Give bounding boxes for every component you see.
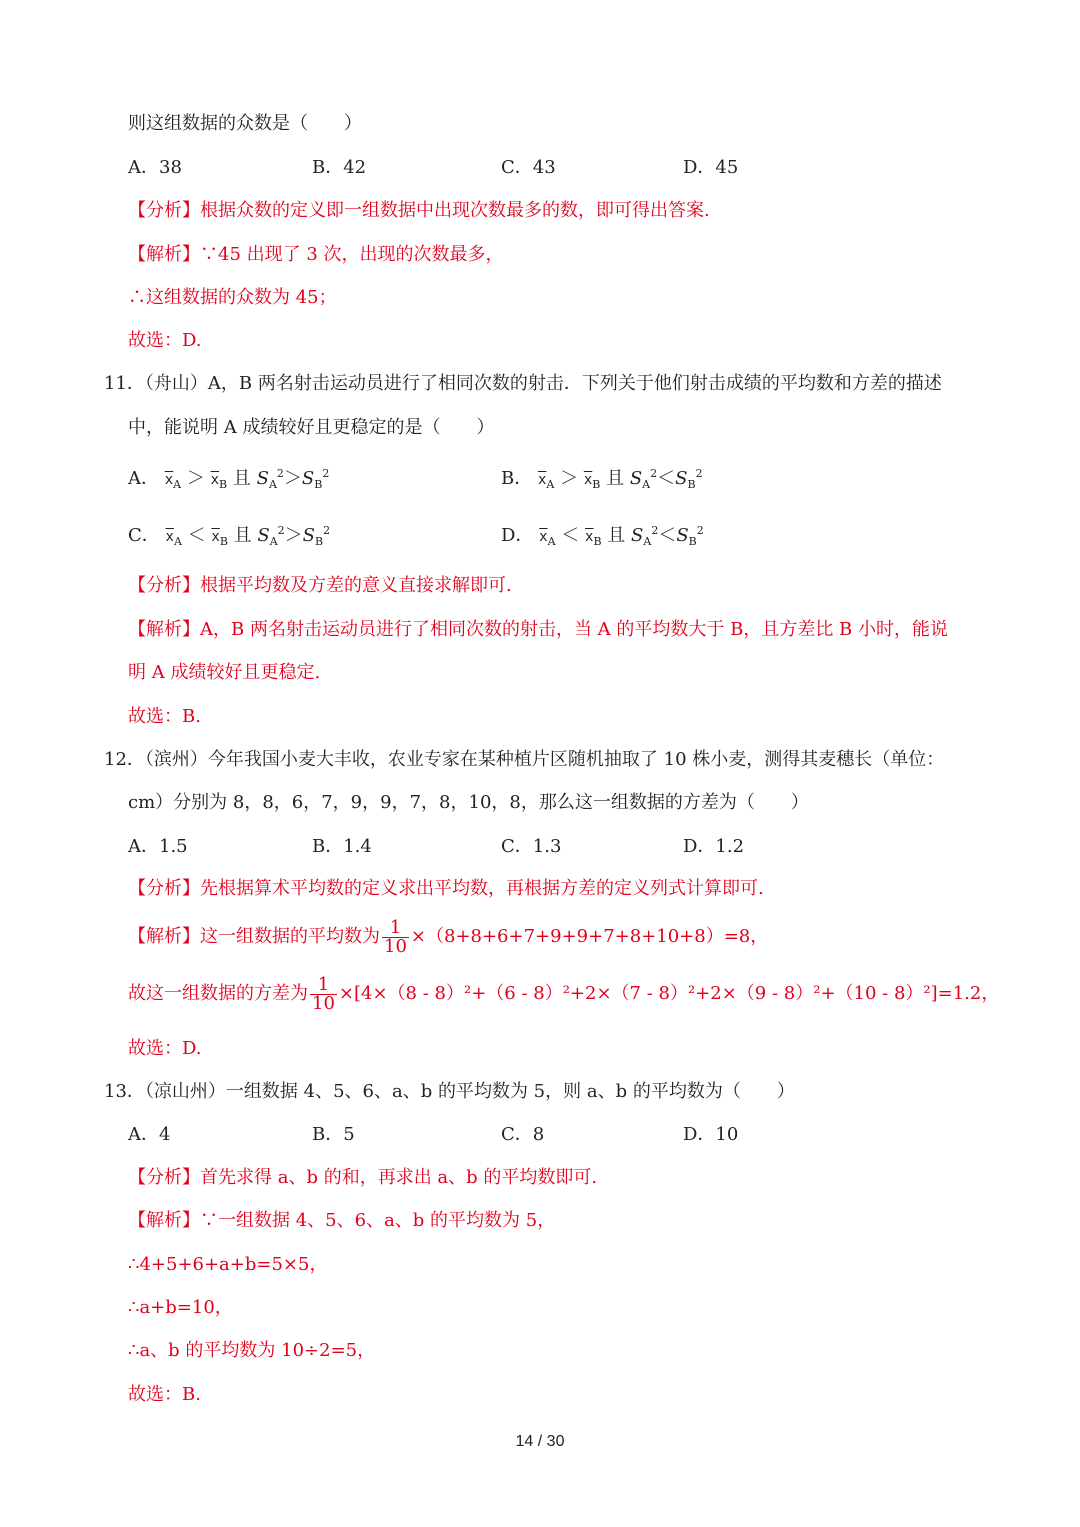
fraction <box>382 916 409 957</box>
q10-solution-1: 【解析】∵45 出现了 3 次，出现的次数最多， <box>128 244 504 265</box>
subscript-b: B <box>315 535 324 548</box>
subscript-b: B <box>593 535 602 548</box>
and-word: 且 <box>607 525 626 546</box>
square: 2 <box>322 467 330 480</box>
q12-option-c: C．1.3 <box>501 836 562 857</box>
solution-suffix: ×[4×（8 - 8）²+（6 - 8）²+2×（7 - 8）²+2×（9 - 8）²+（10 - 8）²]=1.2， <box>338 983 1000 1004</box>
subscript-b: B <box>592 478 601 491</box>
subscript-a: A <box>547 535 556 548</box>
variance-symbol: S <box>256 468 269 489</box>
variance-symbol: S <box>257 525 270 546</box>
q12-stem-2: cm）分别为 8，8，6，7，9，9，7，8，10，8，那么这一组数据的方差为（ ） <box>128 792 809 813</box>
q10-stem-tail: 则这组数据的众数是（ ） <box>128 113 362 134</box>
q11-option-c <box>128 519 330 554</box>
xbar-symbol: $\overline{x}$ <box>164 472 174 488</box>
solution-prefix: 故这一组数据的方差为 <box>128 983 308 1004</box>
square: 2 <box>276 467 284 480</box>
comparison: ＞ <box>186 468 205 489</box>
and-word: 且 <box>233 525 252 546</box>
xbar-symbol: $\overline{x}$ <box>539 529 548 545</box>
q10-option-d: D．45 <box>683 157 739 178</box>
solution-suffix: ×（8+8+6+7+9+9+7+8+10+8）=8， <box>410 926 769 947</box>
q12-solution-1 <box>128 917 768 957</box>
and-word: 且 <box>232 468 251 489</box>
comparison: ＜ <box>658 525 677 546</box>
option-label: A． <box>128 468 159 489</box>
subscript-b: B <box>687 478 696 491</box>
variance-symbol: S <box>301 468 315 489</box>
and-word: 且 <box>606 468 625 489</box>
q11-analysis: 【分析】根据平均数及方差的意义直接求解即可. <box>128 575 512 596</box>
square: 2 <box>696 524 704 537</box>
q13-solution-1: 【解析】∵一组数据 4、5、6、a、b 的平均数为 5， <box>128 1210 556 1231</box>
subscript-a: A <box>643 535 652 548</box>
subscript-a: A <box>268 478 277 491</box>
xbar-symbol: $\overline{x}$ <box>537 472 547 488</box>
q12-analysis: 【分析】先根据算术平均数的定义求出平均数，再根据方差的定义列式计算即可. <box>128 878 764 899</box>
xbar-symbol: $\overline{x}$ <box>583 472 593 488</box>
q11-solution-1: 【解析】A，B 两名射击运动员进行了相同次数的射击，当 A 的平均数大于 B，且方差比 B 小时，能说 <box>128 619 949 640</box>
variance-symbol: S <box>302 525 316 546</box>
xbar-symbol: $\overline{x}$ <box>165 529 174 545</box>
option-label: C． <box>128 525 160 546</box>
q12-option-a: A．1.5 <box>128 836 188 857</box>
q11-stem-2: 中，能说明 A 成绩较好且更稳定的是（ ） <box>128 417 495 438</box>
square: 2 <box>650 467 658 480</box>
fraction-denominator: 10 <box>312 992 335 1014</box>
xbar-symbol: $\overline{x}$ <box>585 529 594 545</box>
q13-solution-2: ∴4+5+6+a+b=5×5， <box>128 1254 328 1275</box>
q12-solution-3: 故选：D. <box>128 1038 202 1059</box>
square: 2 <box>323 524 331 537</box>
q11-stem-1: 11．（舟山）A，B 两名射击运动员进行了相同次数的射击．下列关于他们射击成绩的平均数和方差的描述 <box>104 373 942 394</box>
q13-option-c: C．8 <box>501 1124 545 1145</box>
subscript-a: A <box>546 478 555 491</box>
comparison: ＞ <box>284 525 303 546</box>
fraction-numerator: 1 <box>382 919 409 938</box>
subscript-b: B <box>688 535 697 548</box>
q13-option-d: D．10 <box>683 1124 739 1145</box>
option-label: D． <box>501 525 534 546</box>
q13-option-b: B．5 <box>312 1124 355 1145</box>
q10-option-b: B．42 <box>312 157 367 178</box>
variance-symbol: S <box>629 468 643 489</box>
variance-symbol: S <box>631 525 644 546</box>
q12-option-d: D．1.2 <box>683 836 745 857</box>
page-number: 14 / 30 <box>515 1433 565 1450</box>
subscript-b: B <box>219 478 228 491</box>
q11-solution-3: 故选：B. <box>128 706 201 727</box>
subscript-a: A <box>642 478 651 491</box>
q10-solution-3: 故选：D. <box>128 330 202 351</box>
comparison: ＜ <box>561 525 580 546</box>
subscript-a: A <box>269 535 278 548</box>
option-label: B． <box>501 468 533 489</box>
comparison: ＜ <box>187 525 206 546</box>
q10-option-a: A．38 <box>128 157 182 178</box>
q11-option-a <box>128 462 329 497</box>
subscript-b: B <box>219 535 228 548</box>
q11-option-d <box>501 519 704 554</box>
xbar-symbol: $\overline{x}$ <box>210 472 220 488</box>
fraction <box>310 973 337 1014</box>
comparison: ＞ <box>283 468 302 489</box>
q11-solution-2: 明 A 成绩较好且更稳定. <box>128 662 321 683</box>
q12-option-b: B．1.4 <box>312 836 372 857</box>
variance-symbol: S <box>675 468 688 489</box>
comparison: ＜ <box>657 468 676 489</box>
q13-option-a: A．4 <box>128 1124 171 1145</box>
variance-symbol: S <box>676 525 689 546</box>
comparison: ＞ <box>560 468 579 489</box>
q11-option-b <box>501 462 703 497</box>
q13-solution-4: ∴a、b 的平均数为 10÷2=5， <box>128 1340 376 1361</box>
subscript-a: A <box>173 478 182 491</box>
fraction-denominator: 10 <box>384 935 407 957</box>
fraction-numerator: 1 <box>310 976 337 995</box>
xbar-symbol: $\overline{x}$ <box>211 529 220 545</box>
square: 2 <box>651 524 659 537</box>
q10-solution-2: ∴这组数据的众数为 45； <box>128 287 337 308</box>
subscript-b: B <box>314 478 323 491</box>
square: 2 <box>277 524 285 537</box>
q10-option-c: C．43 <box>501 157 556 178</box>
q13-solution-3: ∴a+b=10， <box>128 1297 233 1318</box>
q10-analysis: 【分析】根据众数的定义即一组数据中出现次数最多的数，即可得出答案. <box>128 200 710 221</box>
q12-stem-1: 12．（滨州）今年我国小麦大丰收，农业专家在某种植片区随机抽取了 10 株小麦，测得其麦穗长（单位： <box>104 749 945 770</box>
q13-analysis: 【分析】首先求得 a、b 的和，再求出 a、b 的平均数即可. <box>128 1167 598 1188</box>
q13-solution-5: 故选：B. <box>128 1384 201 1405</box>
subscript-a: A <box>173 535 182 548</box>
square: 2 <box>695 467 703 480</box>
solution-prefix: 【解析】这一组数据的平均数为 <box>128 926 380 947</box>
q13-stem: 13．（凉山州）一组数据 4、5、6、a、b 的平均数为 5，则 a、b 的平均数为（ ） <box>104 1081 795 1102</box>
q12-solution-2 <box>128 974 999 1014</box>
